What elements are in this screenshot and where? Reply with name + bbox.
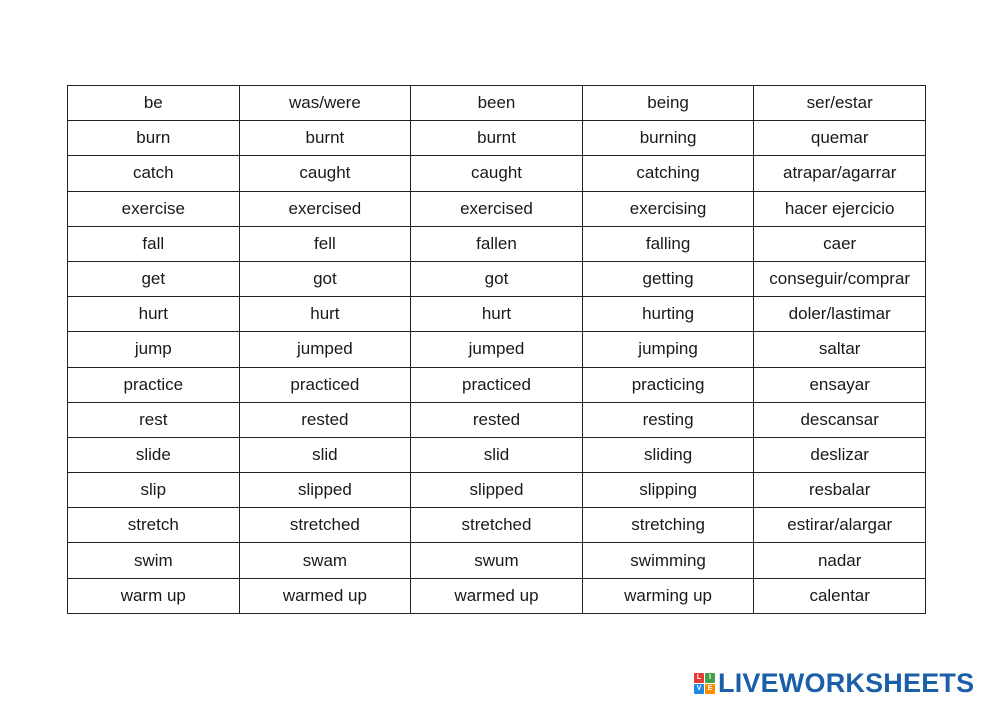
past-participle-cell: warmed up — [411, 578, 583, 613]
past-simple-cell: got — [239, 261, 411, 296]
verb-table-body — [68, 86, 926, 614]
table-row — [68, 261, 926, 296]
table-row — [68, 508, 926, 543]
base-form-cell: jump — [68, 332, 240, 367]
past-participle-cell: slipped — [411, 473, 583, 508]
spanish-translation-cell: ser/estar — [754, 86, 926, 121]
past-simple-cell: rested — [239, 402, 411, 437]
present-participle-cell: slipping — [582, 473, 754, 508]
base-form-cell: exercise — [68, 191, 240, 226]
table-row — [68, 297, 926, 332]
base-form-cell: fall — [68, 226, 240, 261]
past-simple-cell: slid — [239, 437, 411, 472]
present-participle-cell: burning — [582, 121, 754, 156]
table-row — [68, 226, 926, 261]
present-participle-cell: catching — [582, 156, 754, 191]
logo-tile-l: L — [694, 673, 704, 683]
spanish-translation-cell: conseguir/comprar — [754, 261, 926, 296]
logo-text: LIVEWORKSHEETS — [718, 667, 975, 698]
spanish-translation-cell: calentar — [754, 578, 926, 613]
spanish-translation-cell: caer — [754, 226, 926, 261]
spanish-translation-cell: doler/lastimar — [754, 297, 926, 332]
past-simple-cell: exercised — [239, 191, 411, 226]
spanish-translation-cell: estirar/alargar — [754, 508, 926, 543]
past-participle-cell: hurt — [411, 297, 583, 332]
table-row — [68, 156, 926, 191]
past-participle-cell: stretched — [411, 508, 583, 543]
spanish-translation-cell: deslizar — [754, 437, 926, 472]
base-form-cell: swim — [68, 543, 240, 578]
table-row — [68, 367, 926, 402]
spanish-translation-cell: ensayar — [754, 367, 926, 402]
base-form-cell: stretch — [68, 508, 240, 543]
past-participle-cell: swum — [411, 543, 583, 578]
liveworksheets-logo[interactable] — [694, 668, 974, 698]
past-simple-cell: swam — [239, 543, 411, 578]
past-simple-cell: slipped — [239, 473, 411, 508]
logo-tile-v: V — [694, 684, 704, 694]
spanish-translation-cell: descansar — [754, 402, 926, 437]
past-simple-cell: jumped — [239, 332, 411, 367]
table-row — [68, 86, 926, 121]
spanish-translation-cell: atrapar/agarrar — [754, 156, 926, 191]
past-participle-cell: exercised — [411, 191, 583, 226]
table-row — [68, 332, 926, 367]
present-participle-cell: stretching — [582, 508, 754, 543]
base-form-cell: burn — [68, 121, 240, 156]
table-row — [68, 578, 926, 613]
present-participle-cell: getting — [582, 261, 754, 296]
base-form-cell: rest — [68, 402, 240, 437]
past-simple-cell: warmed up — [239, 578, 411, 613]
past-simple-cell: practiced — [239, 367, 411, 402]
table-row — [68, 437, 926, 472]
past-participle-cell: been — [411, 86, 583, 121]
present-participle-cell: practicing — [582, 367, 754, 402]
present-participle-cell: hurting — [582, 297, 754, 332]
present-participle-cell: being — [582, 86, 754, 121]
table-row — [68, 543, 926, 578]
base-form-cell: warm up — [68, 578, 240, 613]
past-simple-cell: fell — [239, 226, 411, 261]
past-participle-cell: slid — [411, 437, 583, 472]
liveworksheets-logo-icon — [694, 673, 715, 694]
base-form-cell: slip — [68, 473, 240, 508]
present-participle-cell: jumping — [582, 332, 754, 367]
present-participle-cell: sliding — [582, 437, 754, 472]
past-participle-cell: burnt — [411, 121, 583, 156]
past-participle-cell: caught — [411, 156, 583, 191]
logo-tile-i: I — [705, 673, 715, 683]
past-simple-cell: hurt — [239, 297, 411, 332]
verb-table — [67, 85, 926, 614]
base-form-cell: get — [68, 261, 240, 296]
past-simple-cell: was/were — [239, 86, 411, 121]
table-row — [68, 191, 926, 226]
past-participle-cell: fallen — [411, 226, 583, 261]
spanish-translation-cell: saltar — [754, 332, 926, 367]
present-participle-cell: swimming — [582, 543, 754, 578]
past-participle-cell: practiced — [411, 367, 583, 402]
table-row — [68, 402, 926, 437]
present-participle-cell: resting — [582, 402, 754, 437]
base-form-cell: be — [68, 86, 240, 121]
base-form-cell: slide — [68, 437, 240, 472]
spanish-translation-cell: hacer ejercicio — [754, 191, 926, 226]
present-participle-cell: falling — [582, 226, 754, 261]
past-simple-cell: stretched — [239, 508, 411, 543]
base-form-cell: catch — [68, 156, 240, 191]
table-row — [68, 473, 926, 508]
spanish-translation-cell: nadar — [754, 543, 926, 578]
spanish-translation-cell: quemar — [754, 121, 926, 156]
base-form-cell: hurt — [68, 297, 240, 332]
table-row — [68, 121, 926, 156]
past-participle-cell: jumped — [411, 332, 583, 367]
past-simple-cell: caught — [239, 156, 411, 191]
past-participle-cell: got — [411, 261, 583, 296]
base-form-cell: practice — [68, 367, 240, 402]
past-participle-cell: rested — [411, 402, 583, 437]
present-participle-cell: warming up — [582, 578, 754, 613]
spanish-translation-cell: resbalar — [754, 473, 926, 508]
present-participle-cell: exercising — [582, 191, 754, 226]
past-simple-cell: burnt — [239, 121, 411, 156]
logo-tile-e: E — [705, 684, 715, 694]
